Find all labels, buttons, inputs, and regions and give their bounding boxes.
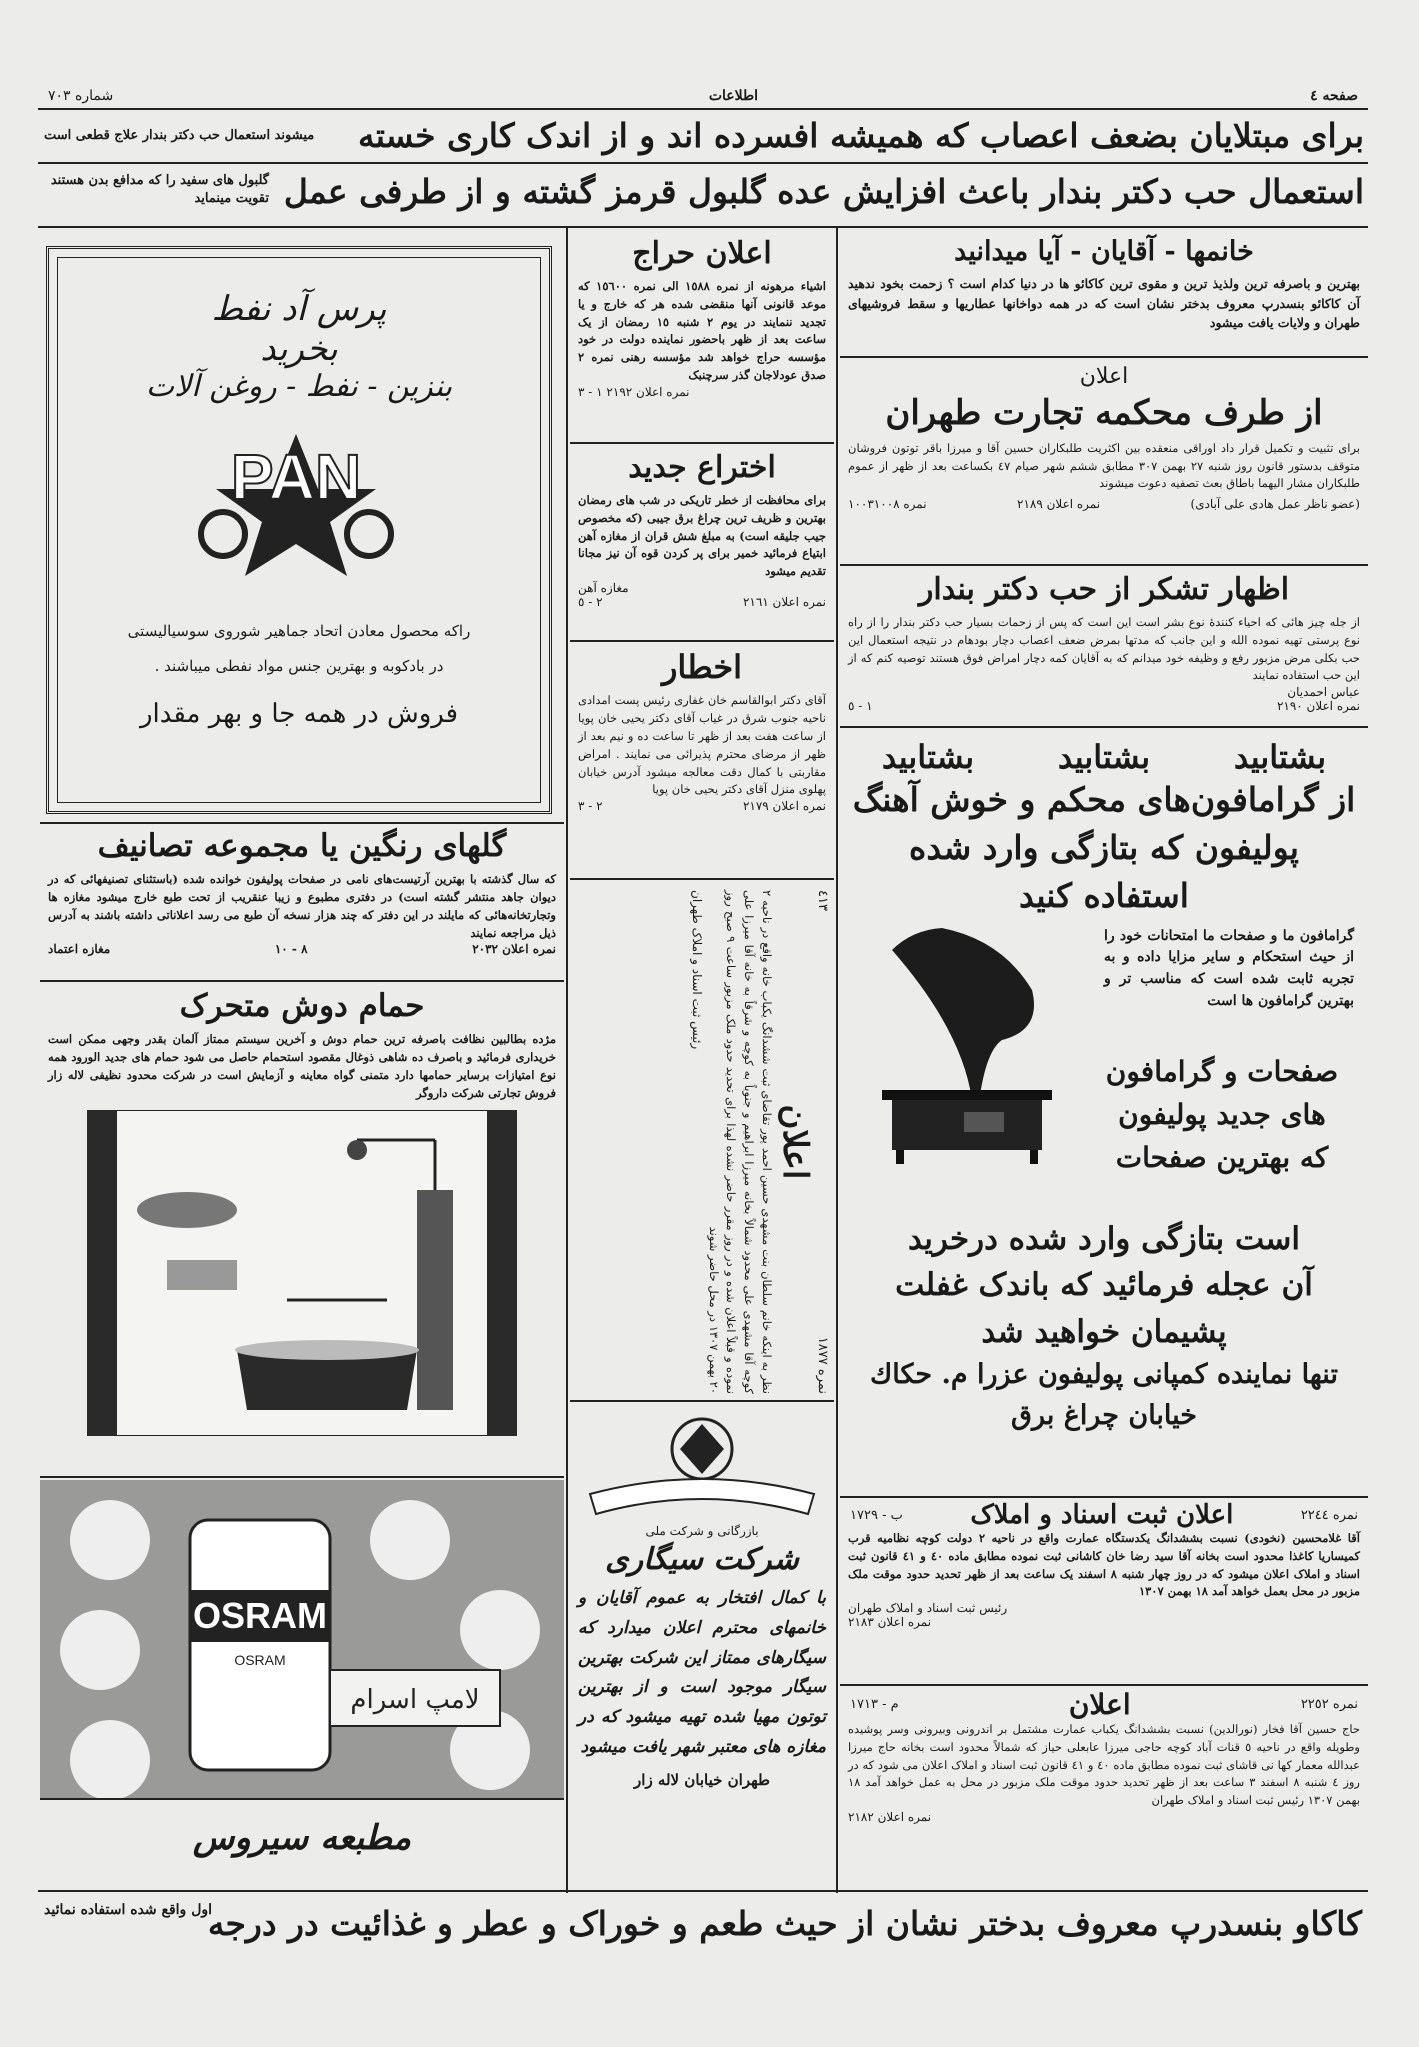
court-num: نمره ١٠٠٣١٠٠٨ (848, 497, 927, 512)
bulb-2 (60, 1610, 140, 1690)
cigarette-subtitle: بازرگانی و شرکت ملی (645, 1524, 759, 1538)
emblem-ribbon (590, 1479, 814, 1514)
flowers-shop: مغازه اعتماد (48, 942, 111, 957)
court-label: اعلان (1079, 364, 1129, 389)
page-header (38, 86, 1368, 110)
emblem-crown (680, 1424, 724, 1474)
footer-side: اول واقع شده استفاده نمائید (44, 1902, 213, 1918)
banner-nerves-side: میشوند استعمال حب دکتر بندار علاج قطعی است (44, 128, 315, 143)
invention-title: اختراع جدید (628, 450, 776, 485)
gramophone-line8: آن عجله فرمائید که باندک غفلت (895, 1267, 1313, 1304)
printer-credit (40, 1802, 564, 1888)
thanks-notice (840, 568, 1368, 728)
gramophone-line2: پولیفون که بتازگی وارد شده (909, 827, 1299, 867)
thanks-ref2: ١ - ٥ (848, 699, 873, 714)
warning-body: آقای دکتر ابوالقاسم خان غفاری رئیس پست امدادی ناحیه جنوب شرق در غیاب آقای دکتر یحیی خان پویا از ساعت هفت بعد از ظهر تا ساعت ده و نیم بعد از ظهر از مرضای محترم پذیرائی می نمایند . امراض مقاربتی با کمال دقت معالجه میشود آدرس خیابان پهلوی منزل آقای دکتر یحیی خان پویا (578, 693, 826, 797)
footer-main: کاکاو بنسدرپ معروف بدختر نشان از حیث طعم و خوراک و عطر و غذائیت در درجه (207, 1904, 1362, 1943)
invention-ad (570, 446, 834, 642)
vertical-label: اعلان (775, 1104, 815, 1180)
pan-sales: فروش در همه جا و بهر مقدار (139, 698, 459, 729)
cacao-ad (840, 232, 1368, 358)
vertical-notice (570, 882, 834, 1402)
pan-title: پرس آد نفط (211, 289, 387, 329)
osram-brand-small: OSRAM (234, 1652, 286, 1668)
invention-body: برای محافظت از خطر تاریکی در شب های رمضان بهترین و ظریف ترین چراغ برق جیبی (که مخصوص جیب جلیقه است) به مبلغ شش قران از مغازه آهن ابتیاع فرمائید خمیر برای پر کردن قوه آن نیز مجانا تقدیم میشود (578, 493, 826, 579)
hurry-2: بشتابید (1057, 738, 1151, 776)
gramophone-body: گرامافون ما و صفحات ما امتحانات خود را از حیث استحکام و سایر مزایا داده و به تجربه ثابت شده است که مناسب تر و بهترین گرامافون ها است (1104, 927, 1354, 1009)
osram-ad (40, 1480, 564, 1800)
vertical-num: نمره ١٨٧٧ (815, 1336, 830, 1394)
shower-basin (167, 1260, 237, 1290)
osram-illustration (40, 1480, 564, 1800)
pan-body1: راکه محصول معادن اتحاد جماهیر شوروی سوسیالیستی (127, 622, 471, 640)
banner-blood (38, 164, 1368, 228)
banner-blood-side: گلبول های سفید را که مدافع بدن هستند تقویت مینماید (50, 173, 269, 207)
cigarette-body: با کمال افتخار به عموم آقایان و خانمهای محترم اعلان میدارد که سیگارهای ممتاز این شرکت بهترین سیگار موجود است و از بهترین توتون مهیا شده تهیه میشود که در مغازه های معتبر شهر یافت میشود (578, 1588, 826, 1757)
shower-wall-right (487, 1110, 517, 1436)
banner-nerves (38, 112, 1368, 164)
registry2-code: م - ١٧١٣ (850, 1697, 899, 1712)
vertical-ref: رئیس ثبت اسناد و املاک طهران (689, 890, 704, 1050)
thanks-title: اظهار تشکر از حب دکتر بندار (918, 572, 1290, 607)
court-body: برای تثبیت و تکمیل قرار داد اوراقی منعقده بین اکثریت طلبکاران حسین آقا و میرزا باقر توتون فروشان متوقف بدستور قانون روز شنبه ٢٧ بهمن ٣٠٧ مطابق ششم شهر صیام ٤٧ بکساعت بعد از ظهر از عموم طلبکاران مشار الیهما باطاق بعث تصفیه دعوت میشوند (848, 440, 1360, 491)
gramophone-leg-right (1030, 1150, 1038, 1164)
gramophone-leg-left (896, 1150, 904, 1164)
warning-notice (570, 644, 834, 880)
thanks-ref: نمره اعلان ٢١٩٠ (1276, 699, 1360, 714)
shower-head (347, 1140, 367, 1160)
gramophone-line9: پشیمان خواهید شد (981, 1313, 1227, 1350)
auction-title: اعلان حراج (632, 236, 772, 271)
gramophone-top (882, 1090, 1052, 1100)
printer-label: مطبعه سیروس (192, 1818, 412, 1858)
registry2-num: نمره ٢٢٥٢ (1300, 1697, 1358, 1712)
court-title: از طرف محکمه تجارت طهران (885, 393, 1323, 433)
invention-ref2: ٢ - ٥ (578, 595, 603, 610)
bathtub-rim (235, 1340, 419, 1360)
banner-nerves-main: برای مبتلایان بضعف اعصاب که همیشه افسرده اند و از اندک کاری خسته (358, 116, 1364, 155)
pan-body2: در بادکوبه و بهترین جنس مواد نفطی میباشند . (154, 657, 444, 676)
pan-buy: بخرید (260, 329, 338, 369)
invention-shop: مغازه آهن (578, 581, 629, 596)
court-ref: نمره اعلان ٢١٨٩ (1017, 497, 1101, 512)
registry2-body: حاج حسین آقا فخار (نورالدین) نسبت بششدانگ یکباب عمارت مشتمل بر اندرونی وبیرونی وسر پوشیده وطویله واقع در ناحیه ٥ قنات آباد کوچه حاجی میرزا عابعلی حیاز که شمالاً محدود است بخانه حاج میرزا عبدالله معمار کها نی قاشای ثبت نموده مطابق ماده ٤٠ و ٤١ قانون ثبت اسناد و املاک اعلان می شود که در روز ٤ شنبه ٨ اسفند ٣ ساعت بعد از ظهر تحدید حدود موقت ملک مزبور در محل به عمل خواهد آمد ١٨ بهمن ١٣٠٧ رئیس ثبت اسناد و املاک طهران (848, 1722, 1360, 1808)
shower-wall-left (87, 1110, 117, 1436)
registry1-sign: رئیس ثبت اسناد و املاک طهران (848, 1601, 1008, 1616)
gramophone-line6: که بهترین صفحات (1115, 1141, 1329, 1175)
gramophone-ad (840, 730, 1368, 1498)
gramophone-illustration (852, 920, 1062, 1170)
bulb-5 (460, 1590, 540, 1670)
registry2-ref: نمره اعلان ٢١٨٢ (848, 1810, 932, 1825)
shower-title: حمام دوش متحرک (179, 988, 425, 1024)
footer-banner (38, 1890, 1368, 1958)
gramophone-address: خیابان چراغ برق (1011, 1399, 1197, 1431)
cigarette-address: طهران خیابان لاله زار (634, 1770, 770, 1789)
bulb-3 (70, 1720, 150, 1800)
registry1-code: ب - ١٧٢٩ (850, 1507, 903, 1523)
cacao-title: خانمها - آقایان - آیا میدانید (954, 236, 1254, 267)
court-notice (840, 360, 1368, 566)
issue-number: شماره ٧٠٣ (48, 88, 114, 104)
cigarette-ad (570, 1404, 834, 1890)
gramophone-line5: های جدید پولیفون (1118, 1097, 1326, 1131)
warning-title: اخطار (661, 648, 743, 686)
invention-ref: نمره اعلان ٢١٦١ (742, 595, 826, 610)
auction-body: اشیاء مرهونه از نمره ١٥٨٨ الی نمره ١٥٦٠٠ که موعد قانونی آنها منقضی شده هر که خارج و یا تجدید ننمایند در یوم ٢ شنبه ١٥ رمضان از یک ساعت بعد از ظهر باحضور نماینده دولت در خود مؤسسه حراج خواهد شد مؤسسه رهنی نمره ٢ صدق عودلاجان گذر سرچنبک (578, 279, 827, 383)
shower-illustration (87, 1110, 517, 1436)
hurry-1: بشتابید (1233, 738, 1327, 776)
shower-body: مژده بطالبین نظافت باصرفه ترین حمام دوش و آخرین سیستم ممتاز آلمان بقدر وجهی ممکن است خریداری فرمائید و باصرف ده شاهی ذوغال مقصود استحمام حاصل می شود حمام های جدید الورود همه نوع امتیازات برسایر حمامها دارد متمنی گواه معاینه و آزمایش است در شرکت محدود نظیفی لاله زار فروش تجارتی شرکت داروگر (48, 1032, 556, 1100)
thanks-body: از جله چیز هائی که احیاء کنندهٔ نوع بشر است این است که پس از زحمات بسیار حب دکتر بندار را از راه نوع پرستی تهیه نموده الله و این جانب که مدتها بمرض ضعف اعصاب دچار بودهام در نتیجه استعمال این حب بکلی مرض مزبور رفع و وظیفه خود میدانم که به آقایان کمه دچار امراض فوق هستند توصیه کنم که از این حب استفاده نمایند (848, 615, 1360, 683)
bulb-4 (370, 1500, 450, 1580)
gramophone-line7: است بتازگی وارد شده درخرید (908, 1220, 1300, 1257)
shower-heater (417, 1190, 453, 1410)
flowers-ref: نمره اعلان ٢٠٣٢ (472, 942, 556, 957)
gramophone-line1: از گرامافون‌های محکم و خوش آهنگ (852, 780, 1356, 819)
gramophone-line4: صفحات و گرامافون (1105, 1054, 1339, 1088)
osram-brand: OSRAM (193, 1595, 327, 1636)
hurry-3: بشتابید (881, 738, 975, 776)
registry1-num: نمره ٢٢٤٤ (1300, 1507, 1358, 1523)
osram-label: لامپ اسرام (350, 1685, 480, 1715)
registry-notice-1 (840, 1500, 1368, 1686)
shower-tank (137, 1192, 237, 1228)
court-signer: (عضو ناظر عمل هادی علی آبادی) (1190, 497, 1360, 512)
gramophone-horn (892, 928, 1034, 1100)
pan-ad (46, 246, 552, 814)
registry2-title: اعلان (1068, 1688, 1131, 1721)
column-divider-left (566, 228, 568, 1893)
flowers-ad (40, 822, 564, 982)
auction-notice (570, 232, 834, 444)
flowers-body: که سال گذشته با بهترین آرتیست‌های نامی در صفحات پولیفون خوانده شده (باستثنای تصنیفهائی که در دیوان جاهد منتشر گشته است) در دفتری مطبوع و زیبا عنقریب از تحت طبع خارج میشود مغازه ها وتجارتخانه‌هائی که مایلند در این دفتر که چند هزار نسخه آن طبع می رسد اعلاناتی داشته باشند به آدرس ذیل مراجعه نمایند (48, 872, 556, 940)
column-divider-right (836, 228, 838, 1893)
registry-notice-2 (840, 1688, 1368, 1888)
vertical-body: نظر به اینکه خانم سلطان بنت مشهدی حسین احمد پور تقاضای ثبت ششدانگ یکباب خانه واقع در ناحیه ٢ کوچه آقا مشهدی علی محدود شمالاً بخانه میرزا ابراهیم و جنوباً به کوچه و شرقاً به خانه آقا میرزا علی نموده و قبلاً اعلان شده و در روز مقرر حاضر نشده لهذا برای تحدید حدود ملک مزبور ساعت ٩ صبح روز ٢٠ بهمن ١٣٠٧ در محل حاضر شوند (706, 890, 774, 1394)
paper-name: اطلاعات (708, 88, 758, 104)
pan-products: بنزین - نفط - روغن آلات (145, 369, 453, 404)
warning-ref: نمره اعلان ٢١٧٩ (742, 799, 826, 814)
osram-box (190, 1520, 330, 1770)
cacao-body: بهترین و باصرفه ترین ولذیذ ترین و مقوی ترین کاکائو ها در دنیا کدام است ؟ زحمت بخود ندهید آن کاکائو بنسدرپ معروف بدختر نشان است که در همه دواخانها عطاریها و سقط فروشیهای طهران و ولایات یافت میشود (848, 276, 1360, 331)
bulb-1 (70, 1500, 150, 1580)
warning-ref2: ٢ - ٣ (578, 799, 603, 814)
flowers-title: گلهای رنگین یا مجموعه تصانیف (97, 828, 507, 864)
pan-logo-text: PAN (230, 441, 362, 513)
vertical-num2: ٤١٣ (815, 890, 830, 911)
banner-blood-main: استعمال حب دکتر بندار باعث افزایش عده گلبول قرمز گشته و از طرفی عمل (283, 172, 1364, 211)
auction-ref: نمره اعلان ٢١٩٢ ١ - ٣ (578, 384, 690, 399)
gramophone-line3: استفاده کنید (1019, 875, 1189, 915)
page-number: صفحه ٤ (1310, 88, 1358, 104)
registry1-title: اعلان ثبت اسناد و املاک (970, 1500, 1234, 1530)
gramophone-agent: تنها نماینده کمپانی پولیفون عزرا م. حکاك (870, 1359, 1338, 1391)
shower-ad (40, 984, 564, 1478)
flowers-code: ٨ - ١٠ (274, 942, 308, 957)
registry1-ref: نمره اعلان ٢١٨٣ (848, 1615, 932, 1630)
gramophone-crank (964, 1112, 1004, 1132)
cigarette-company: شرکت سیگاری (605, 1542, 799, 1577)
cigarette-emblem (570, 1404, 834, 1524)
thanks-signer: عباس احمدیان (1287, 685, 1360, 700)
registry1-body: آقا غلامحسین (نخودی) نسبت بششدانگ یکدستگاه عمارت واقع در ناحیه ٢ دولت کوچه نظامیه قرب کمیساریا کاغذا محدود است بخانه آقا سید رضا خان کاشانی ثبت نموده مطابق ماده ٤٠ و ٤١ قانون ثبت اسناد و املاک اعلان میشود که در روز چهار شنبه ٨ اسفند یک ساعت بعد از ظهر تحدید حدود موقت ملک مزبور در محل بعمل خواهد آمد ١٨ بهمن ١٣٠٧ (848, 1531, 1361, 1599)
